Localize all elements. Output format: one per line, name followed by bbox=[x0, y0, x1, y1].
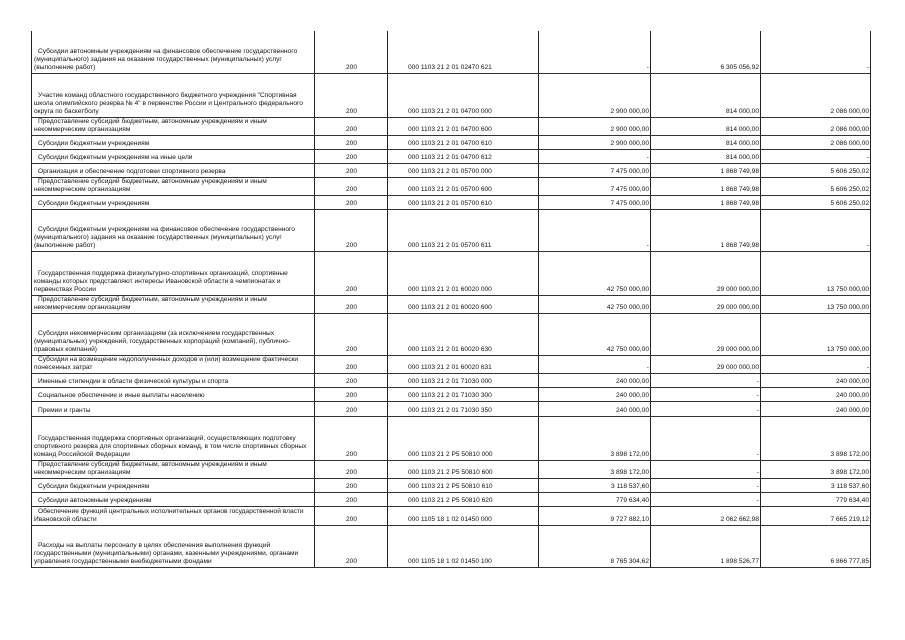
unexecuted-amount: - bbox=[761, 149, 871, 163]
table-row bbox=[32, 373, 871, 387]
approved-amount: 7 475 000,00 bbox=[539, 177, 651, 195]
row-name: Социальное обеспечение и иные выплаты населению bbox=[32, 387, 315, 401]
unexecuted-amount: 2 086 000,00 bbox=[761, 73, 871, 117]
row-name: Участие команд областного государственного бюджетного учреждения "Спортивная школа олимпийского резерва № 4" в первенстве России и Центрального федерального округа по баскетболу bbox=[32, 73, 315, 117]
line-code: 200 bbox=[315, 492, 388, 506]
approved-amount: - bbox=[539, 355, 651, 373]
budget-classification-code: 000 1103 21 2 01 02470 621 bbox=[388, 31, 539, 73]
line-code: 200 bbox=[315, 135, 388, 149]
row-name: Субсидии бюджетным учреждениям на финансовое обеспечение государственного (муниципального) задания на оказание государственных (муниципальных) услуг (выполнение работ) bbox=[32, 209, 315, 251]
unexecuted-amount: 779 634,40 bbox=[761, 492, 871, 506]
executed-amount: - bbox=[651, 460, 761, 478]
budget-classification-code: 000 1103 21 2 P5 50810 600 bbox=[388, 460, 539, 478]
line-code: 200 bbox=[315, 373, 388, 387]
row-name: Субсидии автономным учреждениям bbox=[32, 492, 315, 506]
line-code: 200 bbox=[315, 177, 388, 195]
unexecuted-amount: 13 750 000,00 bbox=[761, 313, 871, 355]
executed-amount: 29 000 000,00 bbox=[651, 355, 761, 373]
line-code: 200 bbox=[315, 416, 388, 460]
unexecuted-amount: - bbox=[761, 209, 871, 251]
budget-classification-code: 000 1103 21 2 01 04700 600 bbox=[388, 117, 539, 135]
row-name: Именные стипендии в области физической культуры и спорта bbox=[32, 373, 315, 387]
approved-amount: 42 750 000,00 bbox=[539, 251, 651, 295]
approved-amount: - bbox=[539, 209, 651, 251]
budget-classification-code: 000 1103 21 2 01 60020 000 bbox=[388, 251, 539, 295]
budget-classification-code: 000 1103 21 2 01 71030 350 bbox=[388, 401, 539, 416]
budget-classification-code: 000 1103 21 2 01 60020 631 bbox=[388, 355, 539, 373]
executed-amount: - bbox=[651, 387, 761, 401]
approved-amount: 42 750 000,00 bbox=[539, 313, 651, 355]
table-row bbox=[32, 295, 871, 313]
row-name: Субсидии некоммерческим организациям (за исключением государственных (муниципальных) учреждений, государственных корпораций (компаний), публично-правовых компаний) bbox=[32, 313, 315, 355]
approved-amount: 9 727 882,10 bbox=[539, 506, 651, 525]
approved-amount: 779 634,40 bbox=[539, 492, 651, 506]
approved-amount: 240 000,00 bbox=[539, 387, 651, 401]
table-row bbox=[32, 135, 871, 149]
table-row bbox=[32, 478, 871, 492]
budget-classification-code: 000 1103 21 2 01 05700 611 bbox=[388, 209, 539, 251]
table-row bbox=[32, 73, 871, 117]
unexecuted-amount: 5 606 250,02 bbox=[761, 163, 871, 177]
table-row bbox=[32, 209, 871, 251]
line-code: 200 bbox=[315, 355, 388, 373]
unexecuted-amount: - bbox=[761, 31, 871, 73]
unexecuted-amount: 5 606 250,02 bbox=[761, 195, 871, 209]
table-row bbox=[32, 401, 871, 416]
table-row bbox=[32, 31, 871, 73]
approved-amount: 42 750 000,00 bbox=[539, 295, 651, 313]
table-row bbox=[32, 149, 871, 163]
budget-classification-code: 000 1103 21 2 P5 50810 000 bbox=[388, 416, 539, 460]
budget-classification-code: 000 1103 21 2 01 60020 630 bbox=[388, 313, 539, 355]
row-name: Субсидии на возмещение недополученных доходов и (или) возмещение фактически понесенных затрат bbox=[32, 355, 315, 373]
executed-amount: 814 000,00 bbox=[651, 117, 761, 135]
executed-amount: 29 000 000,00 bbox=[651, 313, 761, 355]
executed-amount: - bbox=[651, 492, 761, 506]
executed-amount: 1 898 526,77 bbox=[651, 525, 761, 567]
table-row bbox=[32, 117, 871, 135]
table-row bbox=[32, 492, 871, 506]
approved-amount: - bbox=[539, 31, 651, 73]
line-code: 200 bbox=[315, 209, 388, 251]
table-row bbox=[32, 460, 871, 478]
row-name: Субсидии бюджетным учреждениям bbox=[32, 135, 315, 149]
unexecuted-amount: 13 750 000,00 bbox=[761, 251, 871, 295]
executed-amount: - bbox=[651, 373, 761, 387]
table-row bbox=[32, 387, 871, 401]
line-code: 200 bbox=[315, 251, 388, 295]
line-code: 200 bbox=[315, 460, 388, 478]
budget-classification-code: 000 1105 18 1 02 01450 100 bbox=[388, 525, 539, 567]
line-code: 200 bbox=[315, 506, 388, 525]
row-name: Субсидии бюджетным учреждениям на иные цели bbox=[32, 149, 315, 163]
row-name: Расходы на выплаты персоналу в целях обеспечения выполнения функций государственными (муниципальными) органами, казенными учреждениями, органами управления государственными внебюджетными фондами bbox=[32, 525, 315, 567]
executed-amount: - bbox=[651, 401, 761, 416]
budget-table bbox=[31, 31, 871, 568]
row-name: Предоставление субсидий бюджетным, автономным учреждениям и иным некоммерческим организациям bbox=[32, 117, 315, 135]
unexecuted-amount: 5 606 250,02 bbox=[761, 177, 871, 195]
row-name: Государственная поддержка физкультурно-спортивных организаций, спортивные команды которых представляют интересы Ивановской области в чемпионатах и первенствах России bbox=[32, 251, 315, 295]
table-row bbox=[32, 177, 871, 195]
executed-amount: 6 305 056,92 bbox=[651, 31, 761, 73]
budget-classification-code: 000 1103 21 2 01 05700 000 bbox=[388, 163, 539, 177]
line-code: 200 bbox=[315, 478, 388, 492]
approved-amount: 8 765 304,62 bbox=[539, 525, 651, 567]
budget-classification-code: 000 1103 21 2 01 60020 600 bbox=[388, 295, 539, 313]
budget-classification-code: 000 1103 21 2 01 05700 610 bbox=[388, 195, 539, 209]
line-code: 200 bbox=[315, 31, 388, 73]
line-code: 200 bbox=[315, 73, 388, 117]
line-code: 200 bbox=[315, 149, 388, 163]
executed-amount: 1 868 749,98 bbox=[651, 177, 761, 195]
table-row bbox=[32, 251, 871, 295]
row-name: Премии и гранты bbox=[32, 401, 315, 416]
approved-amount: 3 898 172,00 bbox=[539, 416, 651, 460]
executed-amount: - bbox=[651, 478, 761, 492]
table-row bbox=[32, 195, 871, 209]
row-name: Субсидии бюджетным учреждениям bbox=[32, 195, 315, 209]
table-row bbox=[32, 416, 871, 460]
row-name: Обеспечение функций центральных исполнительных органов государственной власти Ивановской области bbox=[32, 506, 315, 525]
unexecuted-amount: 3 898 172,00 bbox=[761, 460, 871, 478]
approved-amount: 7 475 000,00 bbox=[539, 195, 651, 209]
approved-amount: 2 900 000,00 bbox=[539, 73, 651, 117]
table-row bbox=[32, 506, 871, 525]
executed-amount: - bbox=[651, 416, 761, 460]
line-code: 200 bbox=[315, 295, 388, 313]
unexecuted-amount: 3 898 172,00 bbox=[761, 416, 871, 460]
row-name: Организация и обеспечение подготовки спортивного резерва bbox=[32, 163, 315, 177]
table-row bbox=[32, 355, 871, 373]
line-code: 200 bbox=[315, 117, 388, 135]
unexecuted-amount: 6 866 777,85 bbox=[761, 525, 871, 567]
executed-amount: 814 000,00 bbox=[651, 73, 761, 117]
line-code: 200 bbox=[315, 401, 388, 416]
row-name: Предоставление субсидий бюджетным, автономным учреждениям и иным некоммерческим организациям bbox=[32, 177, 315, 195]
unexecuted-amount: 240 000,00 bbox=[761, 401, 871, 416]
line-code: 200 bbox=[315, 195, 388, 209]
executed-amount: 1 868 749,98 bbox=[651, 163, 761, 177]
unexecuted-amount: 7 665 219,12 bbox=[761, 506, 871, 525]
line-code: 200 bbox=[315, 525, 388, 567]
budget-classification-code: 000 1103 21 2 P5 50810 610 bbox=[388, 478, 539, 492]
executed-amount: 1 868 749,98 bbox=[651, 195, 761, 209]
budget-classification-code: 000 1105 18 1 02 01450 000 bbox=[388, 506, 539, 525]
budget-classification-code: 000 1103 21 2 01 71030 000 bbox=[388, 373, 539, 387]
approved-amount: 240 000,00 bbox=[539, 401, 651, 416]
row-name: Субсидии бюджетным учреждениям bbox=[32, 478, 315, 492]
budget-classification-code: 000 1103 21 2 01 71030 300 bbox=[388, 387, 539, 401]
approved-amount: 3 898 172,00 bbox=[539, 460, 651, 478]
row-name: Предоставление субсидий бюджетным, автономным учреждениям и иным некоммерческим организациям bbox=[32, 460, 315, 478]
approved-amount: - bbox=[539, 149, 651, 163]
table-row bbox=[32, 525, 871, 567]
approved-amount: 3 118 537,60 bbox=[539, 478, 651, 492]
line-code: 200 bbox=[315, 163, 388, 177]
executed-amount: 29 000 000,00 bbox=[651, 295, 761, 313]
budget-classification-code: 000 1103 21 2 P5 50810 620 bbox=[388, 492, 539, 506]
table-row bbox=[32, 313, 871, 355]
executed-amount: 2 062 662,98 bbox=[651, 506, 761, 525]
budget-classification-code: 000 1103 21 2 01 04700 612 bbox=[388, 149, 539, 163]
line-code: 200 bbox=[315, 313, 388, 355]
unexecuted-amount: 240 000,00 bbox=[761, 373, 871, 387]
approved-amount: 2 900 000,00 bbox=[539, 117, 651, 135]
executed-amount: 29 000 000,00 bbox=[651, 251, 761, 295]
approved-amount: 240 000,00 bbox=[539, 373, 651, 387]
budget-classification-code: 000 1103 21 2 01 04700 610 bbox=[388, 135, 539, 149]
unexecuted-amount: - bbox=[761, 355, 871, 373]
unexecuted-amount: 13 750 000,00 bbox=[761, 295, 871, 313]
budget-classification-code: 000 1103 21 2 01 04700 000 bbox=[388, 73, 539, 117]
approved-amount: 7 475 000,00 bbox=[539, 163, 651, 177]
unexecuted-amount: 240 000,00 bbox=[761, 387, 871, 401]
line-code: 200 bbox=[315, 387, 388, 401]
executed-amount: 814 000,00 bbox=[651, 149, 761, 163]
unexecuted-amount: 3 118 537,60 bbox=[761, 478, 871, 492]
executed-amount: 814 000,00 bbox=[651, 135, 761, 149]
row-name: Предоставление субсидий бюджетным, автономным учреждениям и иным некоммерческим организациям bbox=[32, 295, 315, 313]
table-row bbox=[32, 163, 871, 177]
approved-amount: 2 900 000,00 bbox=[539, 135, 651, 149]
unexecuted-amount: 2 086 000,00 bbox=[761, 135, 871, 149]
budget-classification-code: 000 1103 21 2 01 05700 600 bbox=[388, 177, 539, 195]
row-name: Государственная поддержка спортивных организаций, осуществляющих подготовку спортивного резерва для спортивных сборных команд, в том числе спортивных сборных команд Российской Федерации bbox=[32, 416, 315, 460]
unexecuted-amount: 2 086 000,00 bbox=[761, 117, 871, 135]
row-name: Субсидии автономным учреждениям на финансовое обеспечение государственного (муниципального) задания на оказание государственных (муниципальных) услуг (выполнение работ) bbox=[32, 31, 315, 73]
executed-amount: 1 868 749,98 bbox=[651, 209, 761, 251]
